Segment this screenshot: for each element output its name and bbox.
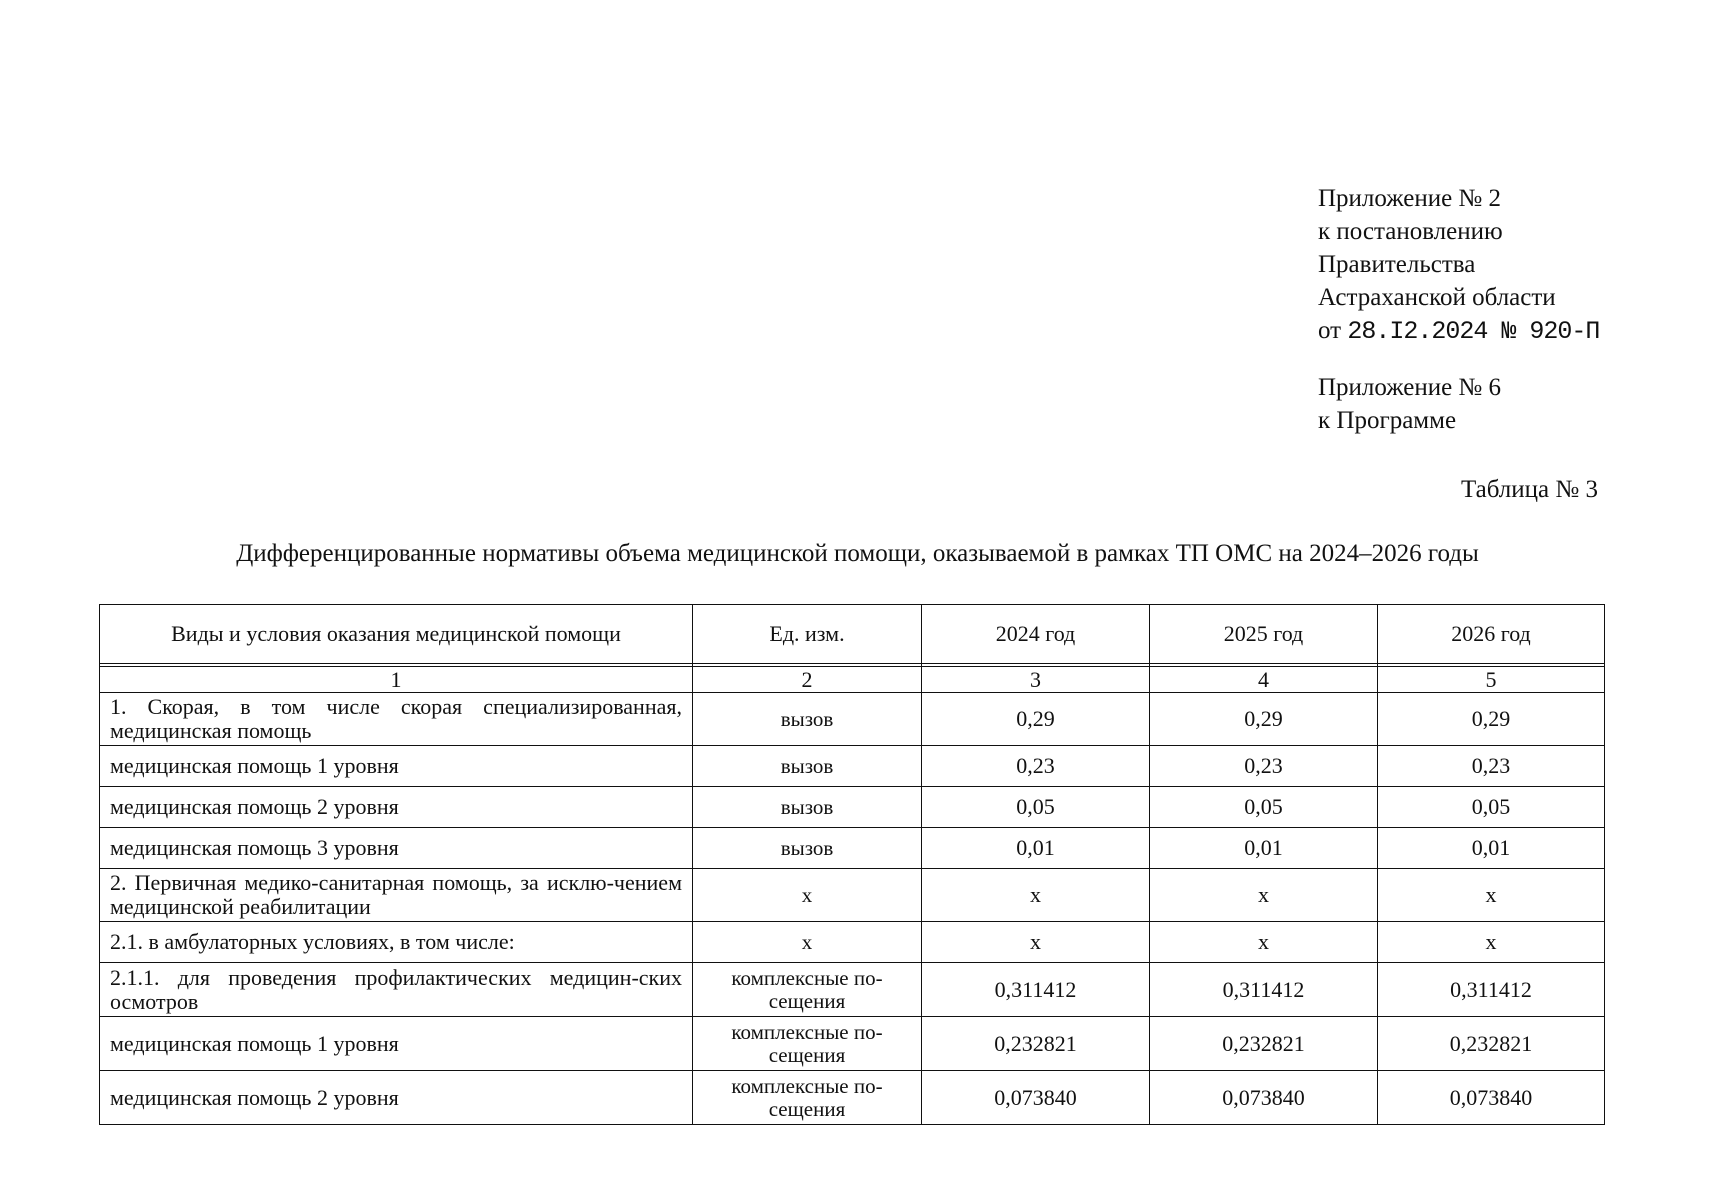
header-cell-2026: 2026 год [1378, 605, 1605, 664]
program-appendix-line-1: Приложение № 6 [1318, 374, 1502, 401]
column-number: 5 [1378, 667, 1605, 693]
norms-table [99, 604, 1605, 1125]
column-number-row [100, 667, 1605, 693]
row-value-2024: 0,05 [922, 787, 1150, 828]
row-name-cell: 2.1.1. для проведения профилактических медицин-ских осмотров [100, 963, 693, 1017]
row-value-2024: 0,311412 [922, 963, 1150, 1017]
column-number: 1 [100, 667, 693, 693]
appendix-line-1: Приложение № 2 [1318, 185, 1502, 212]
header-cell-2024: 2024 год [922, 605, 1150, 664]
row-name-cell: медицинская помощь 2 уровня [100, 1071, 693, 1125]
row-unit-cell: х [693, 922, 922, 963]
table-row [100, 922, 1605, 963]
row-value-2026: 0,073840 [1378, 1071, 1605, 1125]
row-name-cell: медицинская помощь 3 уровня [100, 828, 693, 869]
table-row [100, 963, 1605, 1017]
table-row [100, 1071, 1605, 1125]
table-row [100, 828, 1605, 869]
row-value-2024: 0,232821 [922, 1017, 1150, 1071]
row-name-cell: 2.1. в амбулаторных условиях, в том числе: [100, 922, 693, 963]
appendix-line-3: Правительства [1318, 251, 1476, 278]
header-cell-type: Виды и условия оказания медицинской помощи [100, 605, 693, 664]
appendix-line-2: к постановлению [1318, 218, 1503, 245]
row-name-cell: 2. Первичная медико-санитарная помощь, за исклю-чением медицинской реабилитации [100, 869, 693, 922]
program-appendix-line-2: к Программе [1318, 407, 1457, 434]
row-value-2026: 0,23 [1378, 746, 1605, 787]
row-value-2025: 0,23 [1150, 746, 1378, 787]
row-value-2026: х [1378, 869, 1605, 922]
row-value-2025: 0,05 [1150, 787, 1378, 828]
row-unit-cell: вызов [693, 693, 922, 746]
document-title: Дифференцированные нормативы объема медицинской помощи, оказываемой в рамках ТП ОМС на 2024–2026 годы [236, 540, 1479, 567]
row-value-2024: 0,01 [922, 828, 1150, 869]
header-cell-unit: Ед. изм. [693, 605, 922, 664]
row-name-cell: медицинская помощь 2 уровня [100, 787, 693, 828]
table-row [100, 746, 1605, 787]
row-value-2025: 0,232821 [1150, 1017, 1378, 1071]
row-unit-cell: комплексные по-сещения [693, 963, 922, 1017]
table-row [100, 693, 1605, 746]
row-value-2026: 0,232821 [1378, 1017, 1605, 1071]
row-value-2025: 0,29 [1150, 693, 1378, 746]
appendix-line-4: Астраханской области [1318, 284, 1556, 311]
row-value-2026: 0,311412 [1378, 963, 1605, 1017]
row-value-2024: 0,23 [922, 746, 1150, 787]
row-value-2025: 0,073840 [1150, 1071, 1378, 1125]
row-value-2025: х [1150, 869, 1378, 922]
row-value-2026: 0,05 [1378, 787, 1605, 828]
appendix-line-5 [1318, 314, 1599, 348]
row-value-2024: 0,073840 [922, 1071, 1150, 1125]
row-value-2024: х [922, 922, 1150, 963]
row-unit-cell: вызов [693, 787, 922, 828]
row-value-2025: 0,01 [1150, 828, 1378, 869]
row-value-2025: 0,311412 [1150, 963, 1378, 1017]
row-name-cell: медицинская помощь 1 уровня [100, 746, 693, 787]
row-unit-cell: вызов [693, 828, 922, 869]
row-value-2026: 0,01 [1378, 828, 1605, 869]
header-cell-2025: 2025 год [1150, 605, 1378, 664]
table-row [100, 787, 1605, 828]
column-number: 3 [922, 667, 1150, 693]
row-unit-cell: х [693, 869, 922, 922]
row-unit-cell: вызов [693, 746, 922, 787]
row-value-2024: х [922, 869, 1150, 922]
row-unit-cell: комплексные по-сещения [693, 1017, 922, 1071]
appendix-date-prefix: от [1318, 317, 1342, 344]
row-value-2024: 0,29 [922, 693, 1150, 746]
table-row [100, 1017, 1605, 1071]
table-label: Таблица № 3 [1460, 476, 1598, 503]
row-value-2025: х [1150, 922, 1378, 963]
row-unit-cell: комплексные по-сещения [693, 1071, 922, 1125]
column-number: 4 [1150, 667, 1378, 693]
row-name-cell: медицинская помощь 1 уровня [100, 1017, 693, 1071]
row-value-2026: 0,29 [1378, 693, 1605, 746]
order-date-number: 28.I2.2024 № 920-П [1347, 317, 1600, 346]
column-number: 2 [693, 667, 922, 693]
table-header-row [100, 605, 1605, 664]
row-name-cell: 1. Скорая, в том числе скорая специализированная, медицинская помощь [100, 693, 693, 746]
table-row [100, 869, 1605, 922]
appendix-header [1318, 182, 1599, 437]
row-value-2026: х [1378, 922, 1605, 963]
